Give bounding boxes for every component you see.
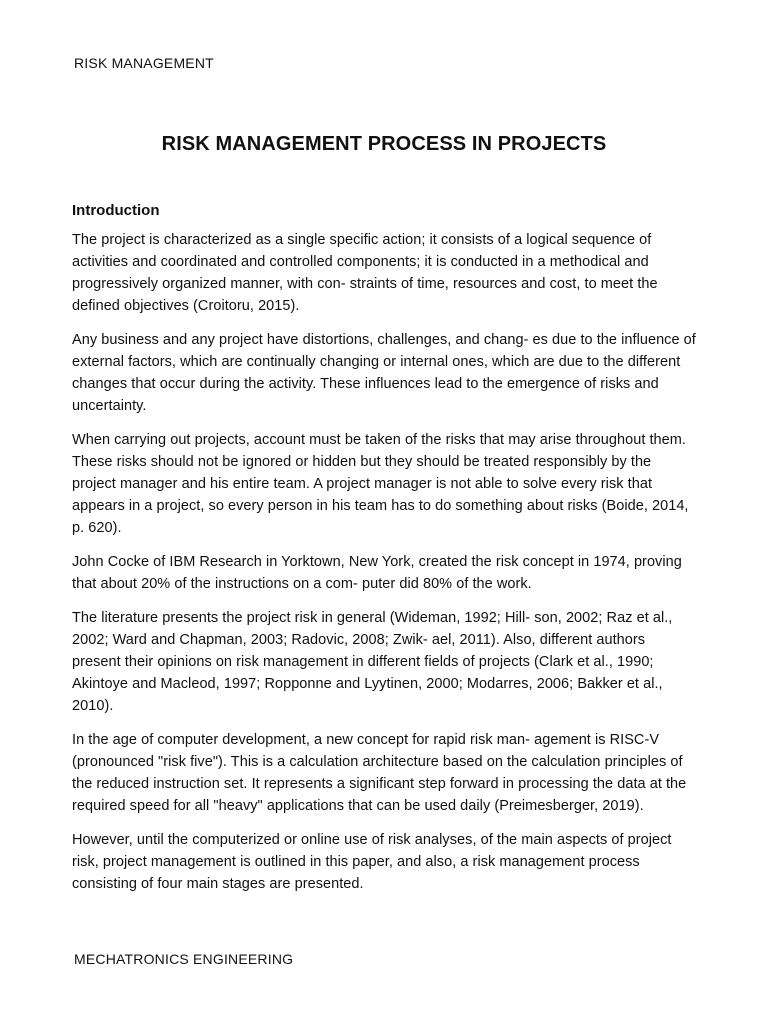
paragraph: The project is characterized as a single specific action; it consists of a logical sequence of activities and coordinated and controlled components; it is conducted in a methodical and progressively organized manner, with con- straints of time, resources and cost, to meet the defined objectives (Croitoru, 2015). [72, 232, 658, 314]
body-text [72, 229, 697, 907]
paragraph: Any business and any project have distortions, challenges, and chang- es due to the influence of external factors, which are continually changing or internal ones, which are due to the different changes that occur during the activity. These influences lead to the emergence of risks and uncertainty. [72, 332, 696, 414]
running-header: RISK MANAGEMENT [74, 55, 214, 71]
section-heading-introduction: Introduction [72, 202, 160, 219]
running-footer: MECHATRONICS ENGINEERING [74, 951, 294, 967]
paragraph: When carrying out projects, account must be taken of the risks that may arise throughout them. These risks should not be ignored or hidden but they should be treated responsibly by the project manager and his entire team. A project manager is not able to solve every risk that appears in a project, so every person in his team has to do something about risks (Boide, 2014, p. 620). [72, 432, 689, 536]
paragraph: John Cocke of IBM Research in Yorktown, New York, created the risk concept in 1974, proving that about 20% of the instructions on a com- puter did 80% of the work. [72, 554, 682, 592]
paragraph: The literature presents the project risk in general (Wideman, 1992; Hill- son, 2002; Raz et al., 2002; Ward and Chapman, 2003; Radovic, 2008; Zwik- ael, 2011). Also, different authors present their opinions on risk management in different fields of projects (Clark et al., 1990; Akintoye and Macleod, 1997; Ropponne and Lyytinen, 2000; Modarres, 2006; Bakker et al., 2010). [72, 610, 673, 714]
paragraph: However, until the computerized or online use of risk analyses, of the main aspects of project risk, project management is outlined in this paper, and also, a risk management process consisting of four main stages are presented. [72, 832, 672, 892]
document-title: RISK MANAGEMENT PROCESS IN PROJECTS [161, 133, 607, 155]
paragraph: In the age of computer development, a new concept for rapid risk man- agement is RISC-V (pronounced "risk five"). This is a calculation architecture based on the calculation principles of the reduced instruction set. It represents a significant step forward in processing the data at the required speed for all "heavy" applications that can be used daily (Preimesberger, 2019). [72, 732, 687, 814]
